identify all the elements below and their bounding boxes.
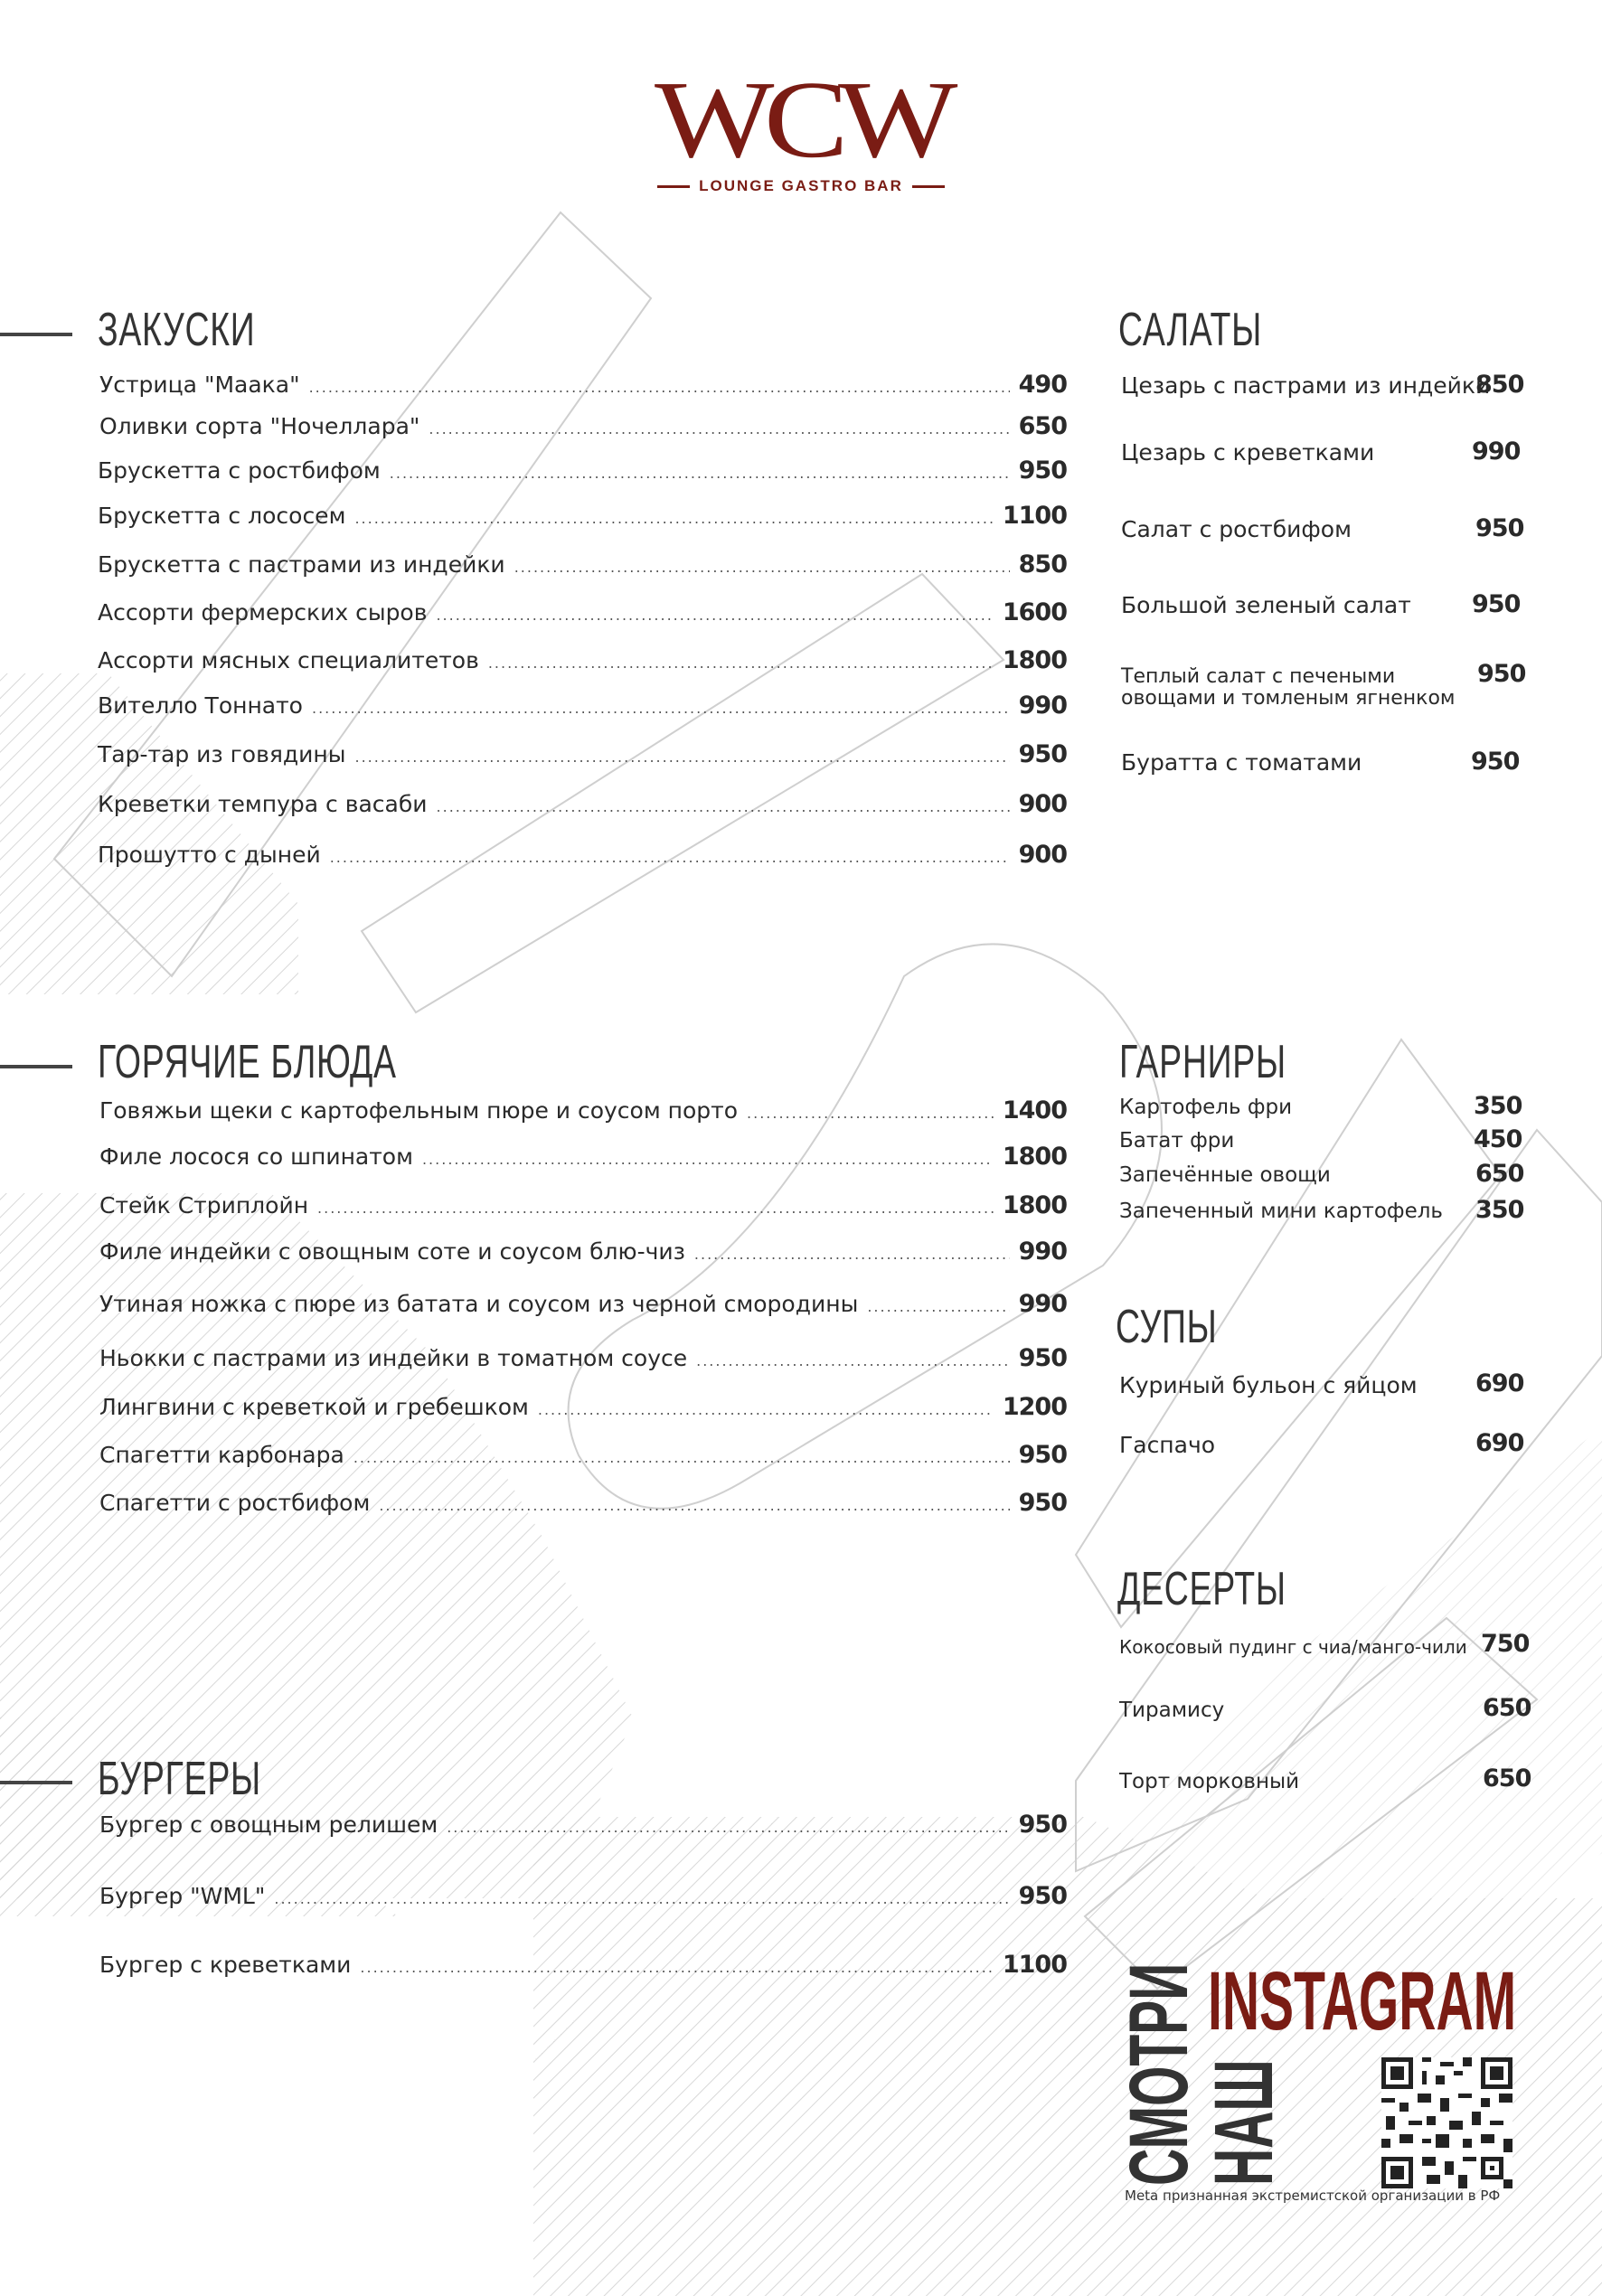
menu-item-name: Торт морковный [1119,1770,1300,1793]
menu-item-price: 650 [1483,1694,1531,1722]
menu-item-price: 950 [1472,590,1521,618]
menu-item-name: Буратта с томатами [1121,749,1362,776]
section-title-deserty: ДЕСЕРТЫ [1117,1563,1286,1615]
section-bar [0,1065,72,1068]
menu-item-price: 350 [1474,1092,1522,1120]
menu-item: Филе индейки с овощным соте и соусом блю-чиз ..... 990 [99,1237,1067,1266]
menu-item: Ассорти фермерских сыров ..... 1600 [98,598,1067,626]
legal-note: Meta признанная экстремистской организации в РФ [1125,2188,1501,2204]
menu-item-price: 990 [1472,438,1521,466]
menu-item: Креветки темпура с васаби ..... 900 [98,790,1067,818]
menu-item-name: Запечённые овощи [1119,1163,1331,1187]
section-title-burgery: БУРГЕРЫ [98,1753,261,1805]
menu-item: Устрица "Маака" ..... 490 [99,371,1067,399]
menu-item-name: Картофель фри [1119,1096,1293,1119]
menu-item-price: 690 [1475,1369,1524,1397]
menu-item-price: 450 [1474,1125,1522,1153]
menu-item: Тар-тар из говядины ..... 950 [98,740,1067,768]
section-bar [0,1781,72,1784]
menu-item: Оливки сорта "Ночеллара" ..... 650 [99,412,1067,440]
menu-item-name: Запеченный мини картофель [1119,1200,1443,1223]
menu-item: Брускетта с пастрами из индейки ..... 850 [98,550,1067,579]
menu-item-name: Гаспачо [1119,1432,1216,1458]
menu-item: Прошутто с дыней ..... 900 [98,841,1067,869]
section-bar [0,333,72,336]
menu-item-price: 350 [1475,1196,1524,1224]
menu-item: Бургер с овощным релишем ..... 950 [99,1811,1067,1839]
menu-item-name: Теплый салат с печеными овощами и томленым ягненком [1121,665,1456,710]
menu-item-price: 690 [1475,1429,1524,1457]
section-title-zakuski: ЗАКУСКИ [98,304,256,356]
menu-item: Стейк Стриплойн ..... 1800 [99,1191,1067,1219]
menu-item-price: 950 [1475,514,1524,542]
menu-item-price: 650 [1483,1764,1531,1793]
menu-item: Бургер "WML" ..... 950 [99,1882,1067,1910]
section-title-salaty: САЛАТЫ [1118,304,1262,356]
menu-item: Брускетта с лососем ..... 1100 [98,502,1067,530]
menu-item-name: Цезарь с креветками [1121,439,1375,466]
menu-item: Спагетти с ростбифом ..... 950 [99,1489,1067,1517]
section-title-supy: СУПЫ [1116,1301,1218,1353]
menu-item: Вителло Тоннато ..... 990 [98,692,1067,720]
menu-item-name: Батат фри [1119,1129,1235,1153]
logo-divider [657,185,690,188]
menu-item-price: 650 [1475,1160,1524,1188]
section-title-garniry: ГАРНИРЫ [1119,1036,1286,1088]
menu-item: Утиная ножка с пюре из батата и соусом из черной смородины ..... 990 [99,1290,1067,1318]
menu-item-name: Куриный бульон с яйцом [1119,1372,1418,1398]
menu-item: Ньокки с пастрами из индейки в томатном соусе ..... 950 [99,1344,1067,1372]
menu-item: Говяжьи щеки с картофельным пюре и соусом порто ..... 1400 [99,1096,1067,1124]
section-title-goryachie: ГОРЯЧИЕ БЛЮДА [98,1036,397,1088]
instagram-cta-line1: СМОТРИ [1113,1962,1205,2186]
menu-item-price: 850 [1475,371,1524,399]
menu-item: Брускетта с ростбифом ..... 950 [98,456,1067,485]
menu-item-name: Тирамису [1119,1698,1225,1722]
menu-item-price: 950 [1477,660,1526,688]
qr-code-icon[interactable] [1381,2057,1512,2188]
instagram-cta-line3: INSTAGRAM [1208,1955,1517,2047]
instagram-cta-line2: НАШ [1198,2059,1290,2186]
menu-item: Бургер с креветками ..... 1100 [99,1951,1067,1979]
menu-item-price: 750 [1481,1630,1530,1658]
menu-item-name: Салат с ростбифом [1121,516,1352,542]
logo-divider [912,185,945,188]
logo-mark: WCW [655,59,947,181]
logo [633,59,969,195]
menu-item: Филе лосося со шпинатом ..... 1800 [99,1143,1067,1171]
menu-item-name: Кокосовый пудинг с чиа/манго-чили [1119,1636,1467,1658]
menu-item: Ассорти мясных специалитетов ..... 1800 [98,646,1067,674]
menu-item: Спагетти карбонара ..... 950 [99,1441,1067,1469]
menu-item-name: Большой зеленый салат [1121,592,1411,618]
menu-item-price: 950 [1471,748,1520,776]
menu-item: Лингвини с креветкой и гребешком ..... 1200 [99,1393,1067,1421]
logo-subtitle: LOUNGE GASTRO BAR [699,177,903,194]
menu-item-name: Цезарь с пастрами из индейки [1121,372,1491,399]
